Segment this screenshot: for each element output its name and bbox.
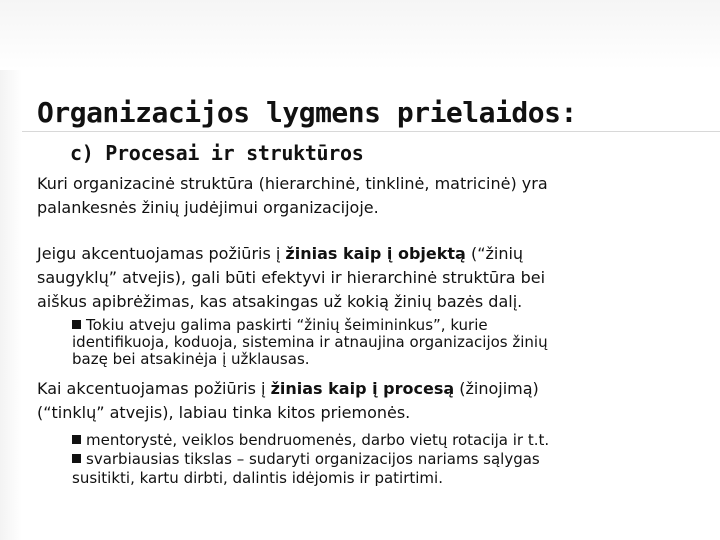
slide-top-shade	[0, 0, 720, 70]
paragraph-line: (“tinklų” atvejis), labiau tinka kitos priemonės.	[37, 403, 411, 422]
text-segment: (žinojimą)	[454, 379, 539, 398]
paragraph-process-approach	[37, 377, 687, 425]
list-item	[72, 431, 712, 450]
bullet-list-process-measures	[72, 431, 712, 488]
bullet-square-icon	[72, 454, 81, 463]
paragraph-line: aiškus apibrėžimas, kas atsakingas už kokią žinių bazės dalį.	[37, 292, 523, 311]
paragraph-object-approach	[37, 242, 687, 314]
paragraph-line: saugyklų” atvejis), gali būti efektyvi ir hierarchinė struktūra bei	[37, 268, 546, 287]
text-segment: Jeigu akcentuojamas požiūris į	[37, 244, 286, 263]
title-divider	[22, 131, 720, 132]
emphasis-process: žinias kaip į procesą	[270, 379, 455, 398]
slide-title: Organizacijos lygmens prielaidos:	[37, 96, 577, 129]
slide-left-shade	[0, 0, 22, 540]
paragraph-line: Kuri organizacinė struktūra (hierarchinė, tinklinė, matricinė) yra	[37, 174, 548, 193]
bullet-line: bazę bei atsakinėja į užklausas.	[72, 350, 310, 368]
slide-subtitle: c) Procesai ir struktūros	[70, 141, 364, 165]
list-item	[72, 450, 712, 469]
paragraph-line: palankesnės žinių judėjimui organizacijoje.	[37, 198, 379, 217]
text-segment: (“žinių	[465, 244, 524, 263]
text-segment: Kai akcentuojamas požiūris į	[37, 379, 271, 398]
paragraph-structure-question	[37, 172, 687, 220]
bullet-line: susitikti, kartu dirbti, dalintis idėjomis ir patirtimi.	[72, 469, 443, 487]
bullet-text: svarbiausias tikslas – sudaryti organizacijos nariams sąlygas	[86, 450, 540, 468]
bullet-knowledge-owners	[72, 317, 712, 368]
bullet-line	[72, 317, 712, 334]
paragraph-line	[37, 242, 687, 266]
emphasis-object: žinias kaip į objektą	[285, 244, 466, 263]
bullet-text: Tokiu atveju galima paskirti “žinių šeimininkus”, kurie	[86, 316, 488, 334]
bullet-line: identifikuoja, koduoja, sistemina ir atnaujina organizacijos žinių	[72, 333, 548, 351]
bullet-square-icon	[72, 435, 81, 444]
paragraph-line	[37, 377, 687, 401]
bullet-square-icon	[72, 320, 81, 329]
bullet-text: mentorystė, veiklos bendruomenės, darbo vietų rotacija ir t.t.	[86, 431, 550, 449]
